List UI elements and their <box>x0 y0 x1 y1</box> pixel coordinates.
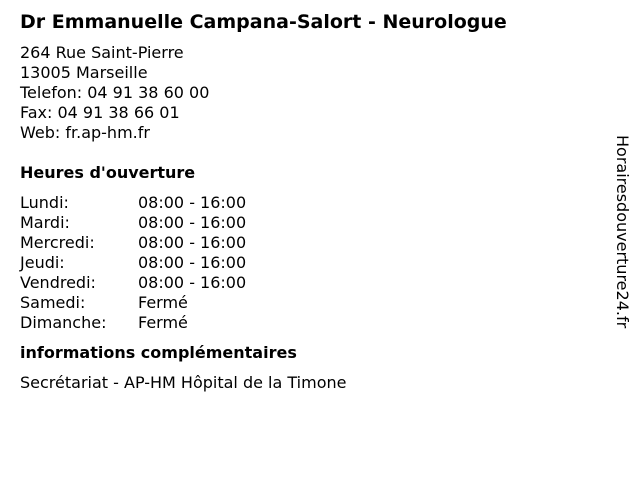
time-value: 08:00 - 16:00 <box>138 273 247 292</box>
hours-row <box>20 293 600 313</box>
time-value: 08:00 - 16:00 <box>138 193 247 212</box>
info-text: Secrétariat - AP-HM Hôpital de la Timone <box>20 373 347 392</box>
time-value: 08:00 - 16:00 <box>138 233 247 252</box>
address-block <box>20 43 600 143</box>
listing-card <box>20 10 600 393</box>
time-value: Fermé <box>138 313 188 332</box>
hours-row <box>20 233 600 253</box>
fax-number: Fax: 04 91 38 66 01 <box>20 103 180 122</box>
hours-row <box>20 253 600 273</box>
time-value: Fermé <box>138 293 188 312</box>
page-title: Dr Emmanuelle Campana-Salort - Neurologue <box>20 11 507 33</box>
day-label: Lundi: <box>20 193 69 212</box>
hours-row <box>20 213 600 233</box>
city-address: 13005 Marseille <box>20 63 148 82</box>
time-value: 08:00 - 16:00 <box>138 213 247 232</box>
day-label: Mardi: <box>20 213 70 232</box>
watermark: Horairesdouverture24.fr <box>613 135 632 329</box>
hours-row <box>20 273 600 293</box>
website: Web: fr.ap-hm.fr <box>20 123 150 142</box>
day-label: Mercredi: <box>20 233 95 252</box>
day-label: Dimanche: <box>20 313 107 332</box>
day-label: Vendredi: <box>20 273 96 292</box>
day-label: Jeudi: <box>20 253 65 272</box>
hours-row <box>20 193 600 213</box>
phone-number: Telefon: 04 91 38 60 00 <box>20 83 210 102</box>
info-heading: informations complémentaires <box>20 343 297 362</box>
street-address: 264 Rue Saint-Pierre <box>20 43 184 62</box>
hours-heading: Heures d'ouverture <box>20 163 196 182</box>
time-value: 08:00 - 16:00 <box>138 253 247 272</box>
opening-hours-list <box>20 193 600 333</box>
hours-row <box>20 313 600 333</box>
day-label: Samedi: <box>20 293 86 312</box>
